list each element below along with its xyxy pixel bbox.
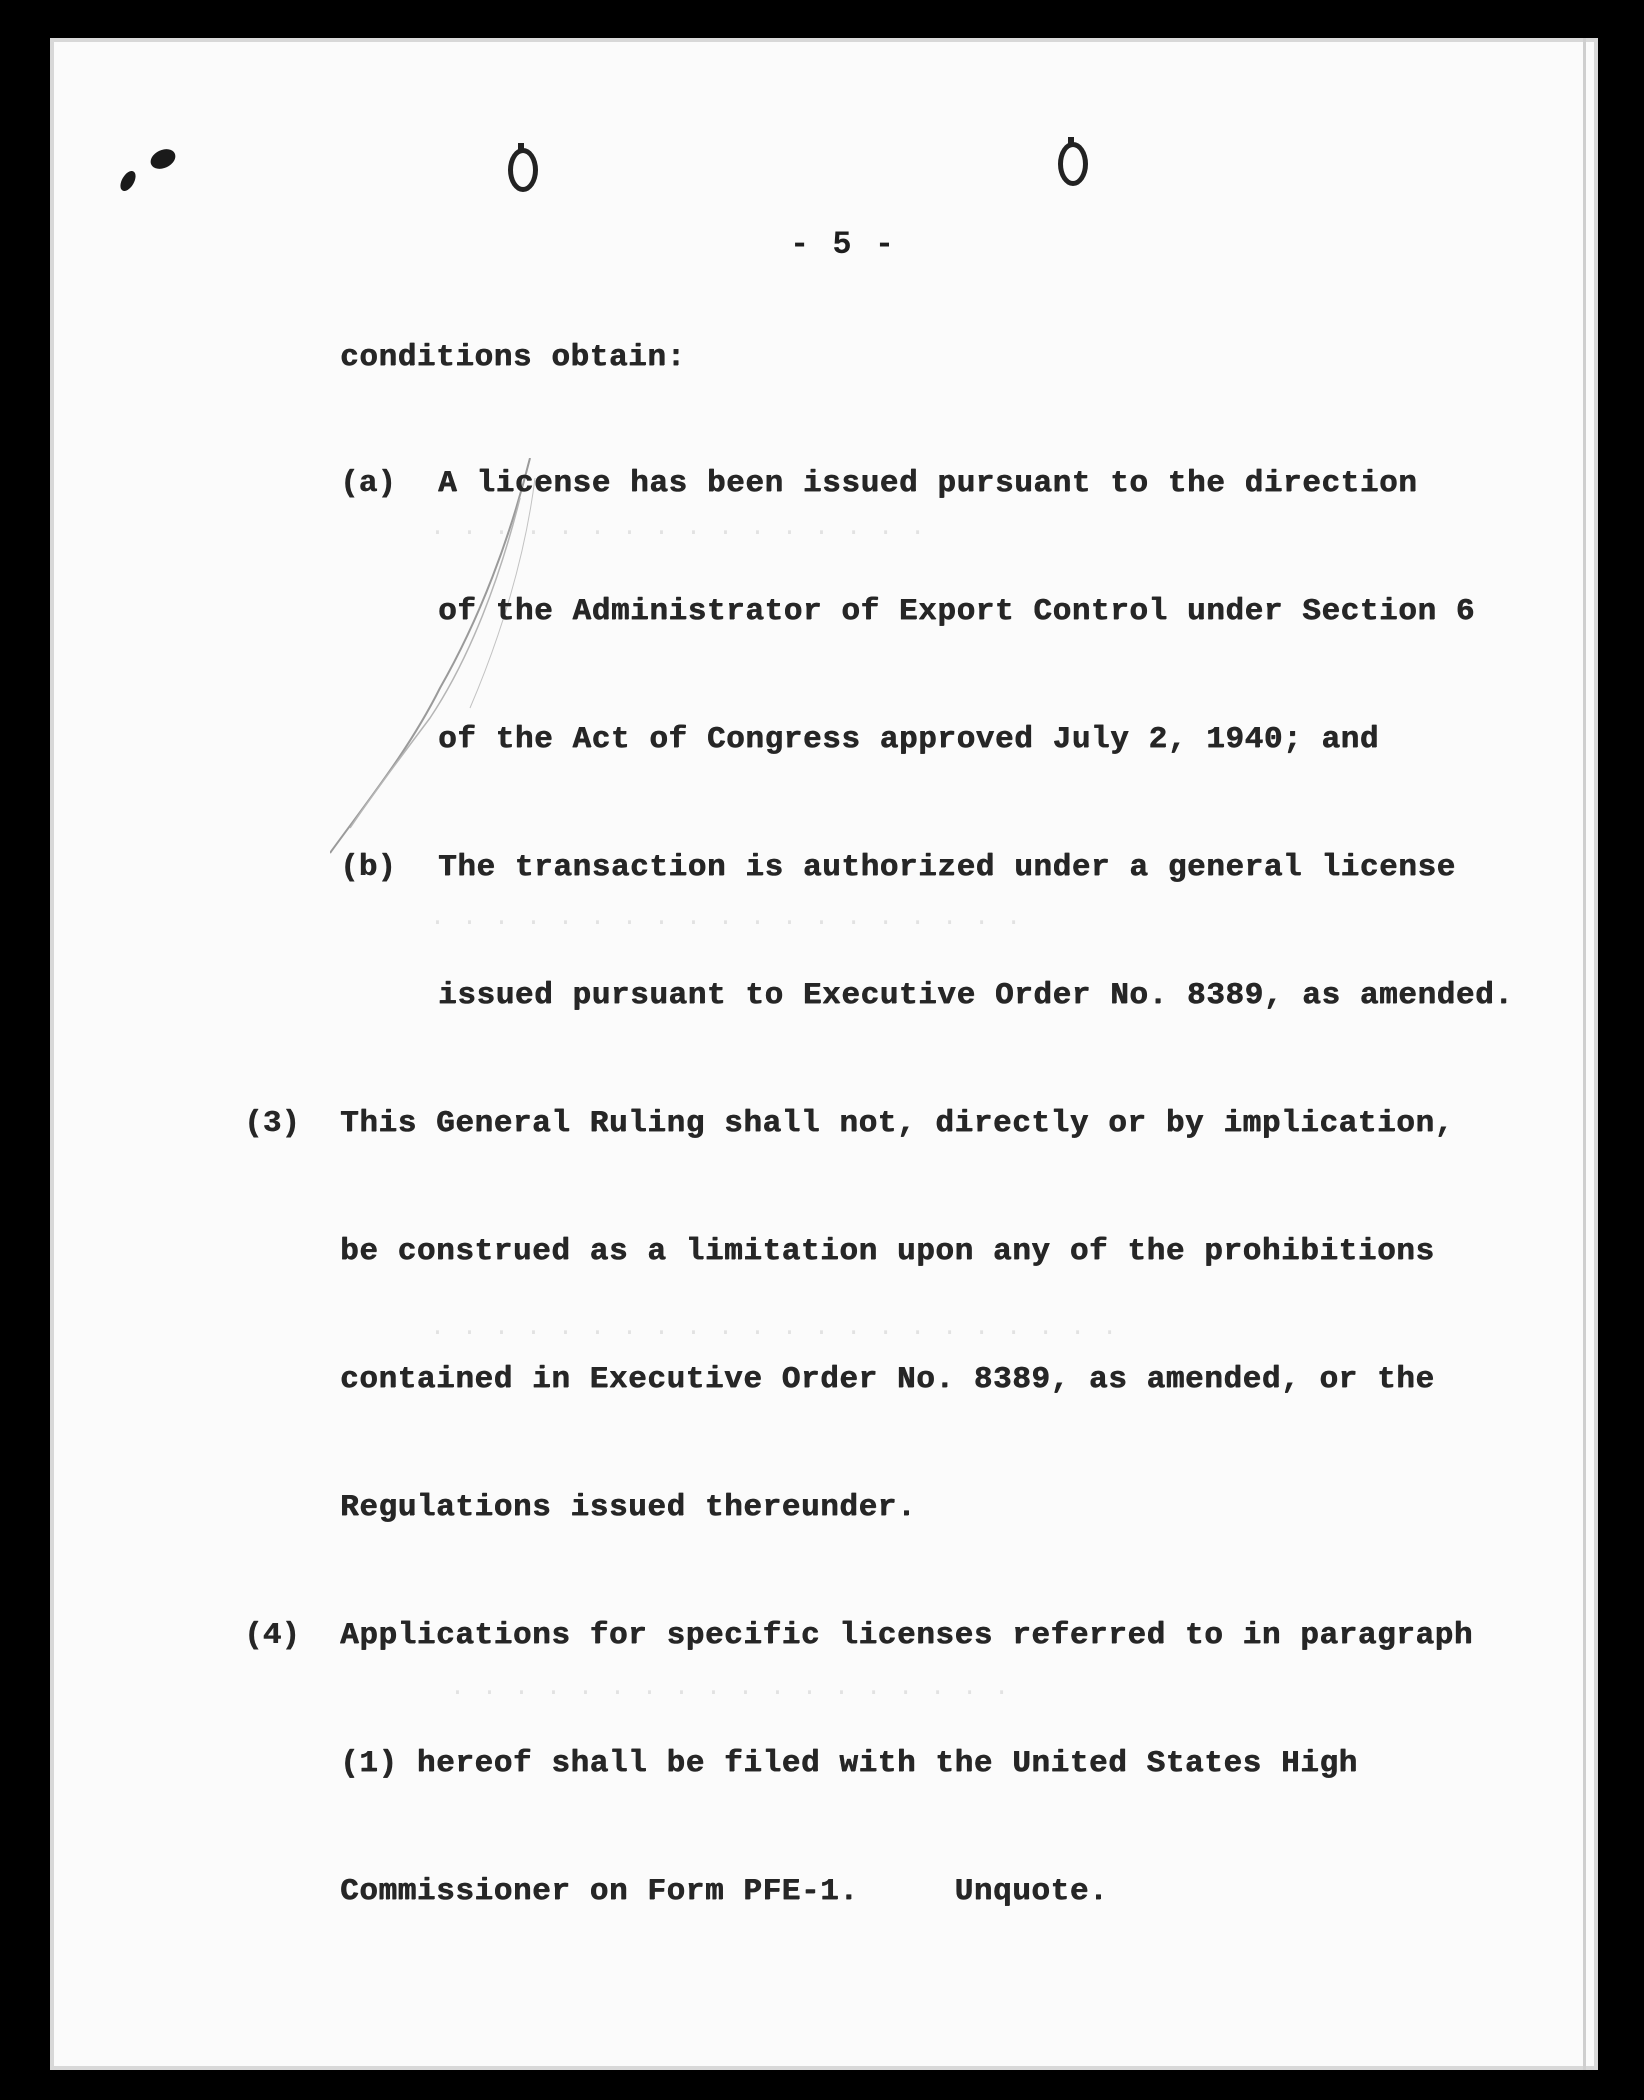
bleed-through-text: · · · · · · · · · · · · · · · · — [430, 518, 927, 547]
item-b-line: issued pursuant to Executive Order No. 8389, as amended. — [438, 978, 1514, 1013]
bleed-through-text: · · · · · · · · · · · · · · · · · · · — [430, 908, 1023, 937]
paragraph-4-label: (4) — [244, 1618, 300, 1653]
punch-hole-right — [1058, 142, 1088, 186]
paragraph-3-line: Regulations issued thereunder. — [340, 1490, 917, 1525]
paragraph-4-line: (1) hereof shall be filed with the United States High — [340, 1746, 1358, 1781]
item-a-line: of the Administrator of Export Control under Section 6 — [438, 594, 1475, 629]
punch-hole-left — [508, 148, 538, 192]
paragraph-4-line: Commissioner on Form PFE-1. Unquote. — [340, 1874, 1109, 1909]
item-a-label: (a) — [340, 466, 396, 501]
page-number: - 5 - — [790, 226, 897, 263]
item-a-line: of the Act of Congress approved July 2, 1940; and — [438, 722, 1379, 757]
document-page — [50, 38, 1598, 2070]
ink-blot — [117, 168, 138, 193]
paragraph-3-line: be construed as a limitation upon any of the prohibitions — [340, 1234, 1435, 1269]
bleed-through-text: · · · · · · · · · · · · · · · · · · — [450, 1678, 1011, 1707]
item-b-line: The transaction is authorized under a general license — [438, 850, 1456, 885]
bleed-through-text: · · · · · · · · · · · · · · · · · · · · · · — [430, 1318, 1119, 1347]
paragraph-3-label: (3) — [244, 1106, 300, 1141]
ink-blot — [147, 145, 178, 172]
paragraph-3-line: This General Ruling shall not, directly or by implication, — [340, 1106, 1454, 1141]
paragraph-4-line: Applications for specific licenses referred to in paragraph — [340, 1618, 1473, 1653]
item-a-line: A license has been issued pursuant to the direction — [438, 466, 1418, 501]
page-edge — [1583, 38, 1586, 2070]
paragraph-3-line: contained in Executive Order No. 8389, as amended, or the — [340, 1362, 1435, 1397]
item-b-label: (b) — [340, 850, 396, 885]
intro-line: conditions obtain: — [340, 340, 686, 375]
